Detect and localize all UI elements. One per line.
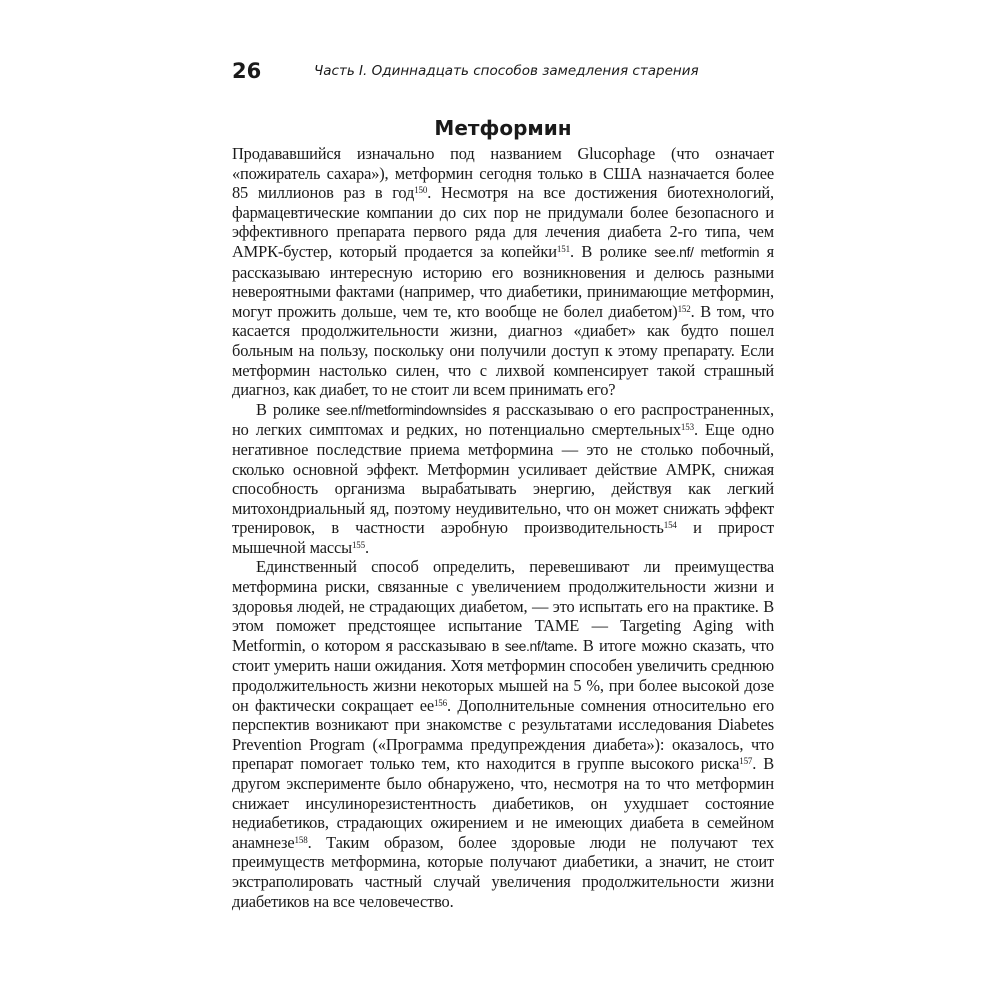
paragraph-3-text-5: . Таким образом, более здоровые люди не получают тех преимуществ метформина, которые получают диабетики, а значит, не стоит экстраполировать частный случай увеличения продолжительности жизни диабетиков на все человечество. (232, 832, 774, 911)
paragraph-2-text-2: я рассказываю о его распространенных, но легких симптомах и редких, но потенциально смертельных (232, 399, 775, 440)
running-head: Часть I. Одиннадцать способов замедления старения (314, 63, 699, 79)
paragraph-2-text-4: и прирост мышечной массы (232, 518, 774, 557)
footnote-ref-150: 150 (414, 185, 428, 196)
footnote-ref-153: 153 (680, 422, 694, 433)
paragraph-1-text-2: . Несмотря на все достижения биотехнологий, фармацевтические компании до сих пор не придумали более безопасного и эффективного препарата первого ряда для лечения диабета 2-го типа, чем АМРК-бустер, который продается за копейки (232, 183, 775, 261)
paragraph-3-text-1: Единственный способ определить, перевешивают ли преимущества метформина риски, связанные с увеличением продолжительности жизни и здоровья людей, не страдающих диабетом, — это испытать его на практике. В этом поможет предстоящее испытание TAME — Targeting Aging with Metformin, о котором я рассказываю в (232, 557, 774, 655)
paragraph-1-text-3: . В ролике (569, 241, 655, 261)
footnote-ref-158: 158 (294, 834, 308, 845)
section-title: Метформин (434, 116, 572, 140)
paragraph-3-text-2: . В итоге можно сказать, что стоит умерить наши ожидания. Хотя метформин способен увеличить среднюю продолжительность жизни некоторых мышей на 5 %, при более высокой дозе он фактически сокращает ее (232, 635, 774, 715)
paragraph-1 (232, 144, 774, 400)
video-link-metformindownsides: see.nf/metformindownsides (325, 401, 487, 418)
paragraph-3 (232, 557, 774, 911)
paragraph-1-text-5: . В том, что касается продолжительности жизни, диагноз «диабет» как будто пошел больным на пользу, поскольку они получили доступ к этому препарату. Если метформин настолько силен, что с лихвой компенсирует такой страшный диагноз, как диабет, то не стоит ли всем принимать его? (232, 301, 774, 400)
paragraph-3-text-3: . Дополнительные сомнения относительно его перспектив возникают при знакомстве с результатами исследования Diabetes Prevention Program («Программа предупреждения диабета»): оказалось, что препарат помогает только тем, кто находится в группе высокого риска (232, 695, 774, 774)
footnote-ref-157: 157 (739, 756, 753, 767)
paragraph-2-text-1: В ролике (256, 399, 326, 419)
paragraph-2-text-3: . Еще одно негативное последствие приема метформина — это не столько побочный, сколько основной эффект. Метформин усиливает действие АМРК, снижая способность организма вырабатывать энергию, действуя как легкий митохондриальный яд, поэтому неудивительно, что он может снижать эффект тренировок, в частности аэробную производительность (232, 420, 775, 538)
body-text (232, 144, 774, 911)
paragraph-2 (232, 400, 774, 558)
video-link-metformin: see.nf/ metformin (654, 243, 760, 260)
footnote-ref-152: 152 (677, 303, 691, 314)
footnote-ref-154: 154 (663, 520, 677, 531)
page-number: 26 (232, 59, 262, 83)
paragraph-3-text-4: . В другом эксперименте было обнаружено, что, несмотря на то что метформин снижает инсулинорезистентность диабетиков, он ухудшает состояние недиабетиков, страдающих ожирением и не имеющих диабета в семейном анамнезе (232, 754, 774, 852)
paragraph-1-text-4: я рассказываю интересную историю его возникновения и делюсь разными невероятными фактами (например, что диабетики, принимающие метформин, могут прожить дольше, чем те, кто вообще не болел диабетом) (232, 241, 774, 321)
footnote-ref-156: 156 (433, 697, 448, 708)
paragraph-2-text-5: . (365, 537, 369, 557)
footnote-ref-155: 155 (351, 539, 366, 550)
footnote-ref-151: 151 (556, 244, 570, 255)
paragraph-1-text-1: Продававшийся изначально под названием Glucophage (что означает «пожиратель сахара»), метформин сегодня только в США назначается более 85 миллионов раз в год (232, 144, 774, 203)
video-link-tame: see.nf/tame (504, 637, 574, 654)
